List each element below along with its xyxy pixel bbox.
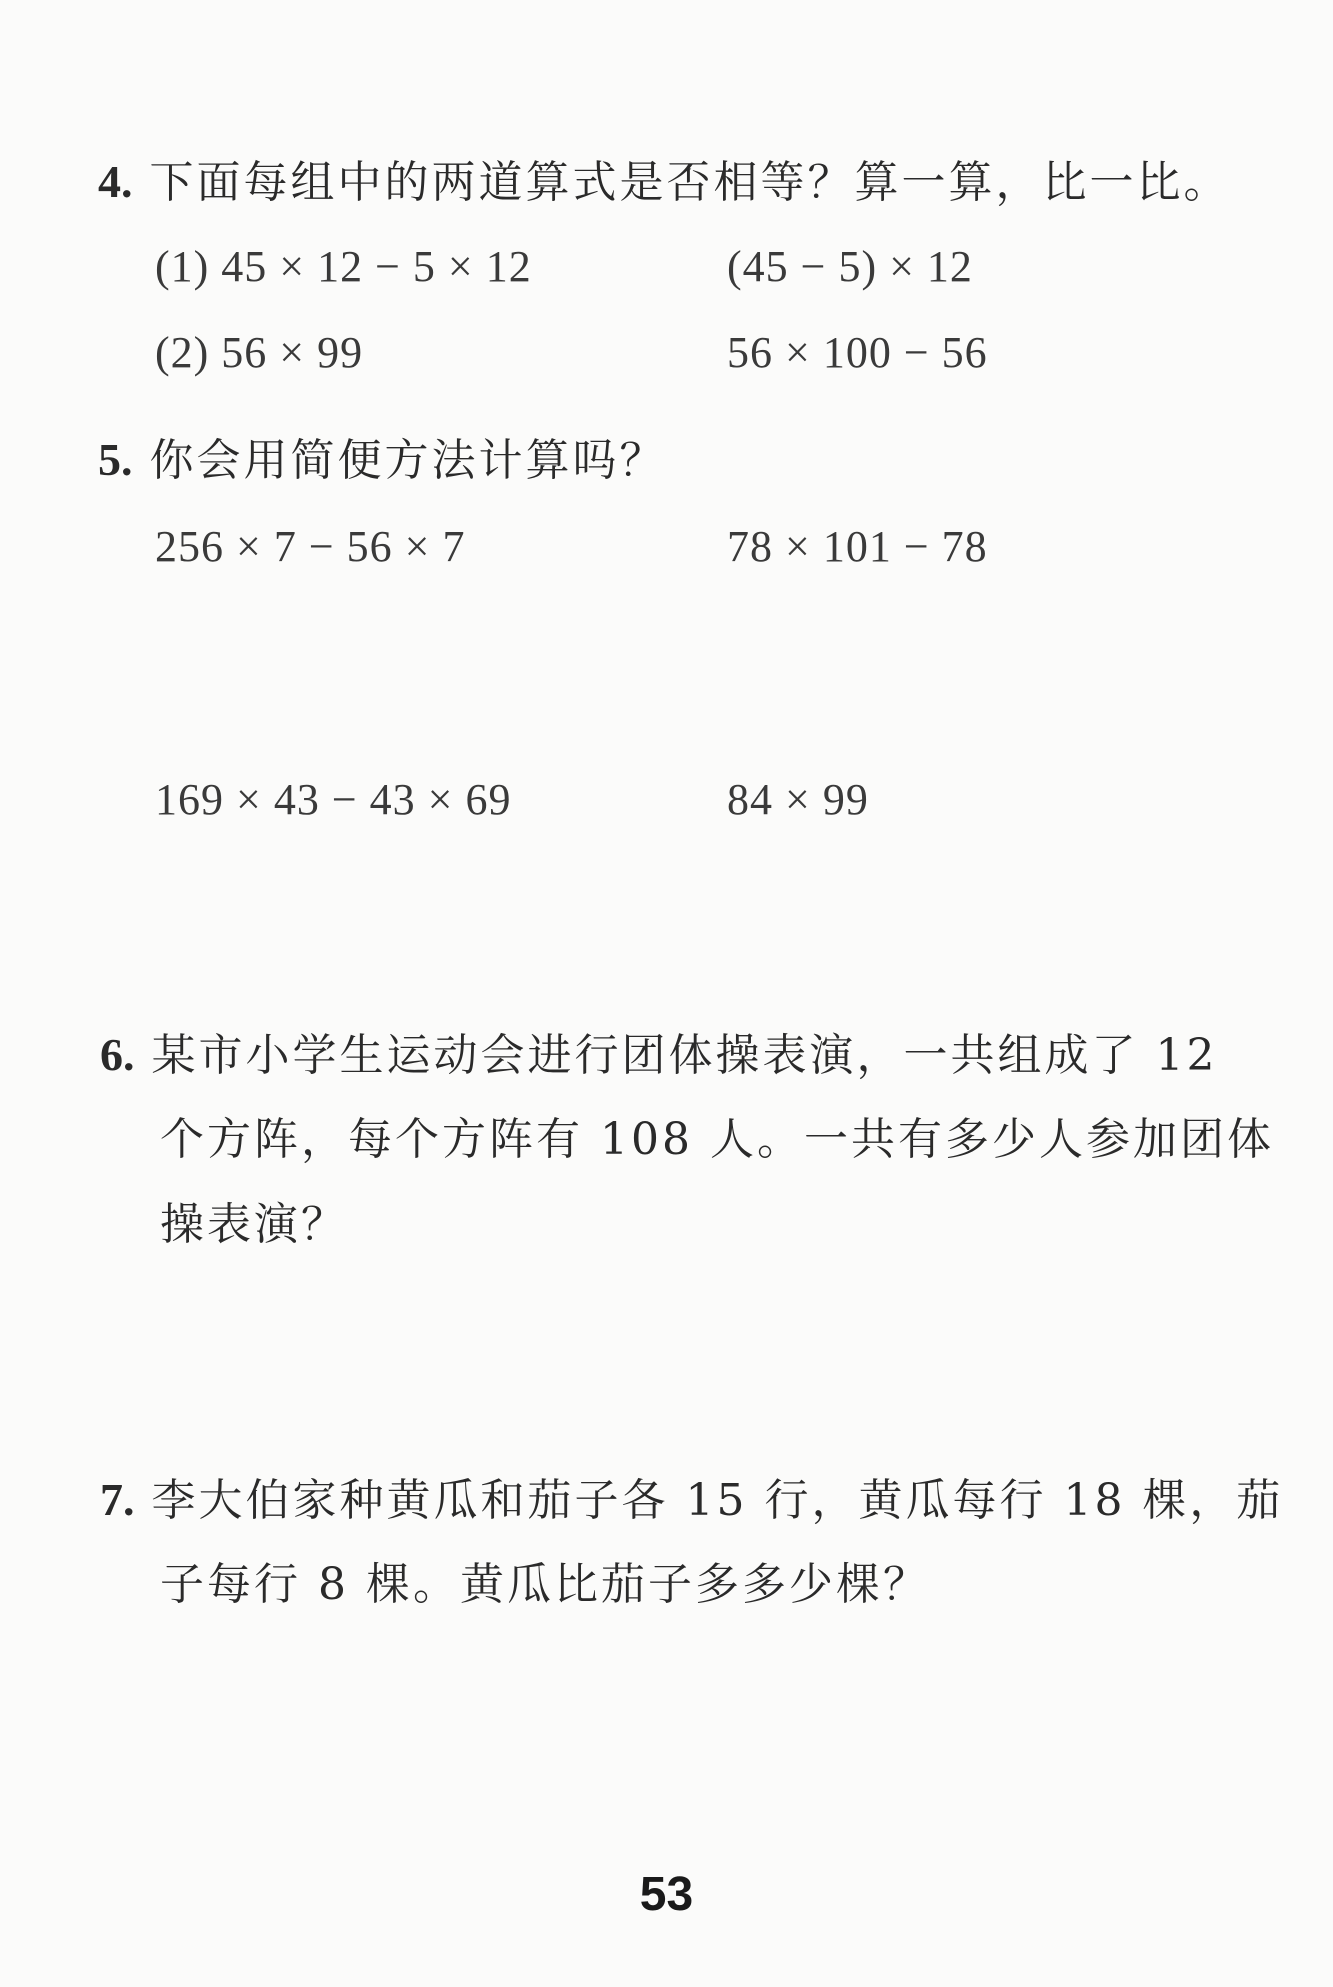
question-number: 6.: [100, 1029, 135, 1080]
question-text: 下面每组中的两道算式是否相等？算一算，比一比。: [149, 157, 1231, 208]
question-text: 某市小学生运动会进行团体操表演，一共组成了 12: [151, 1030, 1218, 1081]
question-6-line-2: 个方阵，每个方阵有 108 人。一共有多少人参加团体: [160, 1114, 1274, 1165]
expression: 56 × 100 − 56: [727, 328, 988, 377]
expression: (45 − 5) × 12: [727, 242, 973, 291]
expression: 78 × 101 − 78: [727, 522, 988, 571]
question-number: 7.: [100, 1474, 135, 1525]
question-6-line-3: 操表演？: [160, 1199, 348, 1250]
question-text: 李大伯家种黄瓜和茄子各 15 行，黄瓜每行 18 棵，茄: [151, 1475, 1284, 1526]
expression: 84 × 99: [727, 775, 869, 824]
question-5: [98, 430, 667, 491]
expression: 169 × 43 − 43 × 69: [155, 775, 512, 824]
question-7-line-1: [100, 1470, 1283, 1531]
question-text: 你会用简便方法计算吗？: [149, 435, 667, 486]
expression: 256 × 7 − 56 × 7: [155, 522, 466, 571]
page-number: 53: [639, 1868, 694, 1921]
question-4: [98, 152, 1231, 213]
expression: (1) 45 × 12 − 5 × 12: [155, 242, 532, 291]
expression: (2) 56 × 99: [155, 328, 364, 377]
question-number: 4.: [98, 156, 133, 207]
question-7-line-2: 子每行 8 棵。黄瓜比茄子多多少棵？: [160, 1559, 930, 1610]
question-number: 5.: [98, 434, 133, 485]
question-6-line-1: [100, 1025, 1217, 1086]
